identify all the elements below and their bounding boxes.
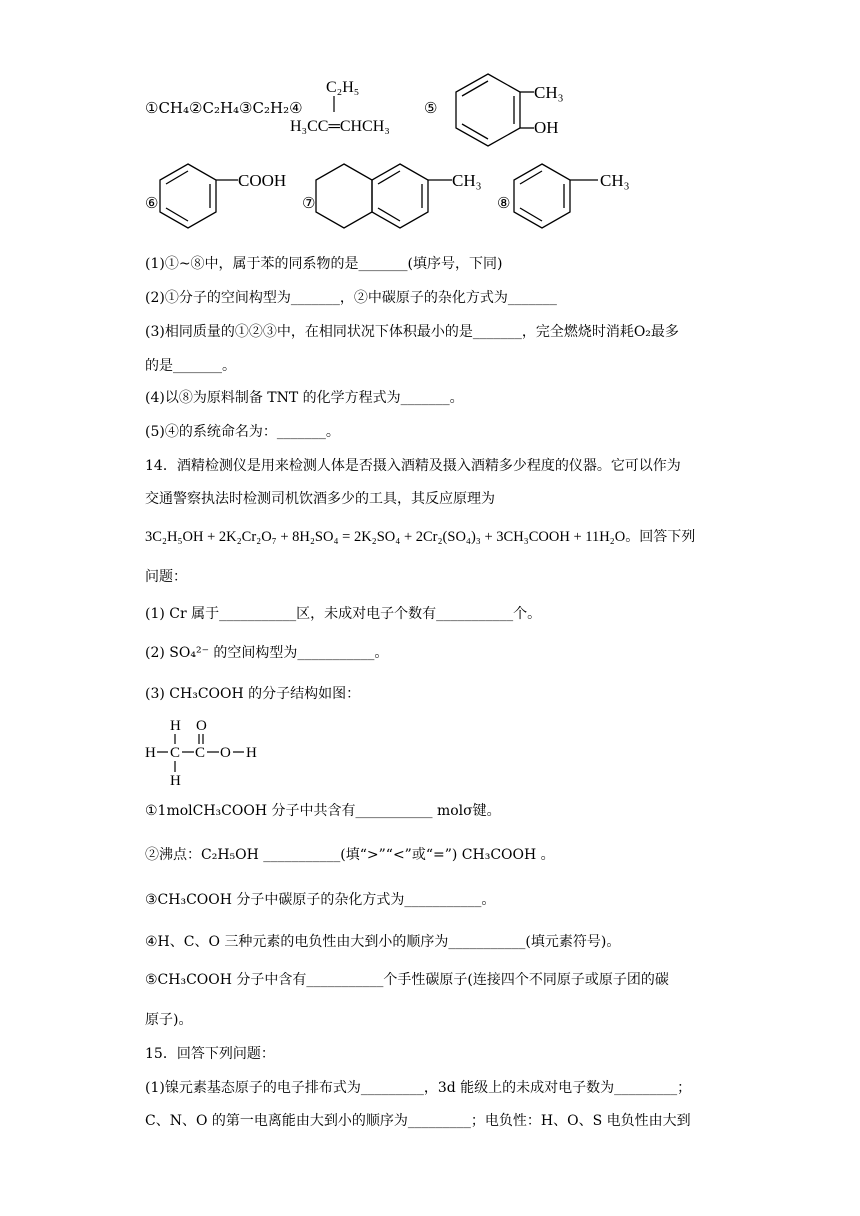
q14-sub3: ③CH₃COOH 分子中碳原子的杂化方式为___________。	[145, 892, 496, 908]
svg-text:O: O	[220, 745, 231, 761]
compound-list-1-4: ①CH₄②C₂H₄③C₂H₂④	[145, 99, 303, 117]
q13-part2: (2)①分子的空间构型为_______，②中碳原子的杂化方式为_______	[145, 290, 557, 306]
reaction-equation: 3C₂H₅OH + 2K₂Cr₂O₇ + 8H₂SO₄ = 2K₂SO₄ + 2Cr₂(SO₄)₃ + 3CH₃COOH + 11H₂O	[145, 529, 626, 545]
q15-line1: (1)镍元素基态原子的电子排布式为_________，3d 能级上的未成对电子数为_________；	[145, 1080, 692, 1096]
q13-part5: (5)④的系统命名为：_______。	[145, 424, 340, 440]
q14-intro-line3: 问题：	[145, 569, 187, 585]
q14-part1: (1) Cr 属于___________区，未成对电子个数有___________个。	[145, 606, 542, 622]
q14-reaction-row	[145, 527, 695, 547]
q14-sub4: ④H、C、O 三种元素的电负性由大到小的顺序为___________(填元素符号)。	[145, 934, 621, 950]
structure-4-2-ethyl-2-butene	[288, 76, 438, 142]
structure-7-methyl-tetralin	[314, 160, 494, 236]
q13-part3-line1: (3)相同质量的①②③中，在相同状况下体积最小的是_______，完全燃烧时消耗O₂最多	[145, 324, 679, 340]
q14-part2: (2) SO₄²⁻ 的空间构型为___________。	[145, 645, 389, 661]
methyl-label: CH₃	[452, 171, 482, 190]
svg-text:C: C	[195, 745, 206, 761]
svg-text:H: H	[170, 718, 181, 734]
q13-part4: (4)以⑧为原料制备 TNT 的化学方程式为_______。	[145, 390, 464, 406]
svg-text:C: C	[170, 745, 181, 761]
ethyl-label: C₂H₅	[326, 79, 360, 96]
svg-text:H: H	[145, 745, 156, 761]
q15-line2: C、N、O 的第一电离能由大到小的顺序为_________；电负性：H、O、S 电负性由大到	[145, 1113, 691, 1129]
structure-5-o-cresol	[438, 68, 578, 148]
q14-sub5-line1: ⑤CH₃COOH 分子中含有___________个手性碳原子(连接四个不同原子或原子团的碳	[145, 972, 669, 988]
q14-part3: (3) CH₃COOH 的分子结构如图：	[145, 686, 361, 702]
structure-8-toluene	[512, 160, 642, 236]
butene-chain-label: H₃CC═CHCH₃	[290, 118, 390, 135]
q15-title: 15．回答下列问题：	[145, 1046, 275, 1062]
reaction-tail: 。回答下列	[625, 529, 696, 545]
svg-text:H: H	[246, 745, 257, 761]
hydroxyl-label: OH	[534, 118, 559, 137]
acetic-acid-structure	[144, 716, 274, 788]
methyl-label: CH₃	[534, 83, 564, 102]
q14-sub5-line2: 原子)。	[145, 1012, 193, 1028]
circled-5: ⑤	[424, 99, 438, 117]
circled-8: ⑧	[497, 194, 511, 212]
svg-text:H: H	[170, 773, 181, 788]
q14-intro-line2: 交通警察执法时检测司机饮酒多少的工具，其反应原理为	[145, 491, 495, 507]
q14-intro-line1: 14．酒精检测仪是用来检测人体是否摄入酒精及摄入酒精多少程度的仪器。它可以作为	[145, 458, 681, 474]
svg-text:O: O	[196, 718, 207, 734]
structure-6-benzoic-acid	[158, 160, 308, 236]
q14-sub2: ②沸点：C₂H₅OH ___________(填“>”“<”或“=”) CH₃COOH 。	[145, 847, 555, 863]
methyl-label: CH₃	[600, 171, 630, 190]
circled-6: ⑥	[145, 194, 159, 212]
circled-7: ⑦	[302, 194, 316, 212]
q13-part3-line2: 的是_______。	[145, 358, 236, 374]
carboxyl-label: COOH	[238, 171, 287, 190]
q14-sub1: ①1molCH₃COOH 分子中共含有___________ molσ键。	[145, 803, 501, 819]
q13-part1: (1)①~⑧中，属于苯的同系物的是_______(填序号，下同)	[145, 256, 503, 272]
